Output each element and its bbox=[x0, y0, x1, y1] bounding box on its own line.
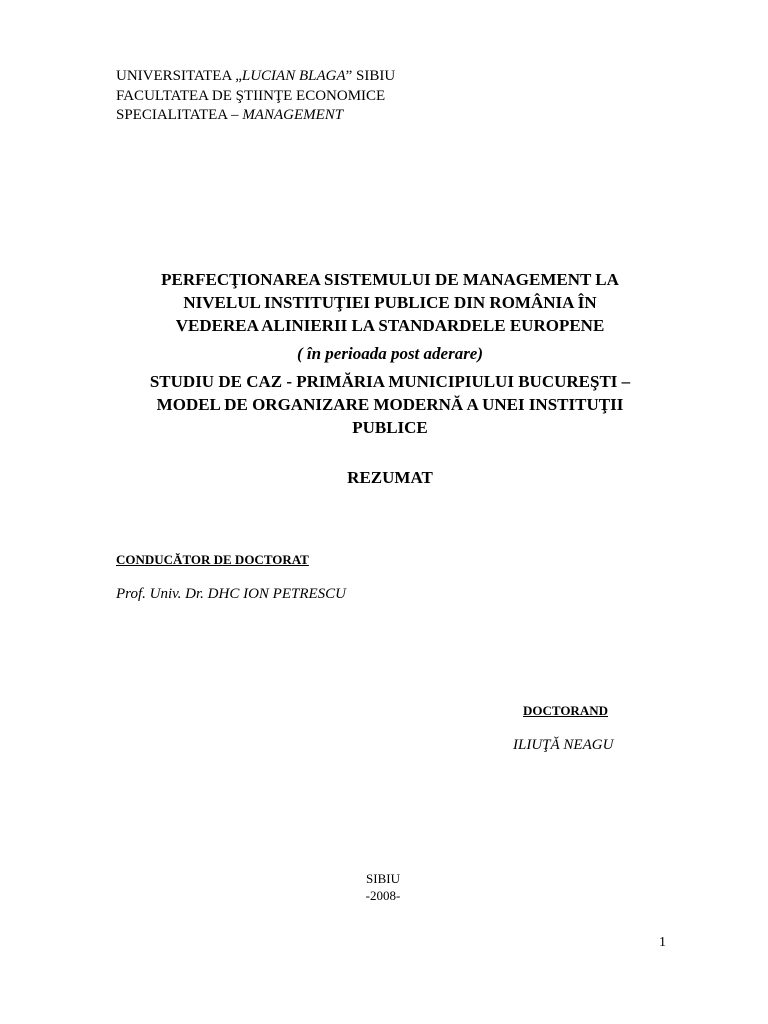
case-study-line: STUDIU DE CAZ - PRIMĂRIA MUNICIPIULUI BUCUREŞTI – bbox=[149, 372, 631, 391]
specialty-line bbox=[116, 106, 395, 126]
specialty-name: MANAGEMENT bbox=[242, 107, 344, 123]
title-period-note: ( în perioada post aderare) bbox=[296, 344, 484, 363]
advisor-name: Prof. Univ. Dr. DHC ION PETRESCU bbox=[116, 586, 346, 602]
university-name: LUCIAN BLAGA bbox=[241, 68, 346, 84]
university-suffix: ” SIBIU bbox=[345, 68, 396, 84]
case-study-title bbox=[100, 370, 680, 439]
specialty-prefix: SPECIALITATEA – bbox=[116, 107, 243, 123]
city-label: SIBIU bbox=[366, 871, 400, 886]
candidate-name: ILIUŢĂ NEAGU bbox=[513, 737, 614, 753]
case-study-line: MODEL DE ORGANIZARE MODERNĂ A UNEI INSTITUŢII bbox=[156, 395, 624, 414]
case-study-line: PUBLICE bbox=[352, 418, 428, 437]
candidate-heading: DOCTORAND bbox=[523, 703, 608, 718]
thesis-title bbox=[100, 268, 680, 439]
institution-header bbox=[116, 67, 395, 126]
university-prefix: UNIVERSITATEA „ bbox=[116, 68, 242, 84]
university-line bbox=[116, 67, 395, 87]
title-line: PERFECŢIONAREA SISTEMULUI DE MANAGEMENT LA bbox=[161, 270, 619, 289]
faculty-line: FACULTATEA DE ŞTIINŢE ECONOMICE bbox=[116, 87, 386, 104]
summary-label: REZUMAT bbox=[347, 468, 433, 487]
advisor-heading: CONDUCĂTOR DE DOCTORAT bbox=[116, 552, 309, 567]
title-line: NIVELUL INSTITUŢIEI PUBLICE DIN ROMÂNIA ÎN bbox=[183, 293, 597, 312]
title-line: VEDEREA ALINIERII LA STANDARDELE EUROPENE bbox=[175, 316, 605, 335]
page-number: 1 bbox=[659, 935, 666, 950]
place-and-year bbox=[0, 870, 766, 904]
year-label: -2008- bbox=[365, 888, 401, 903]
